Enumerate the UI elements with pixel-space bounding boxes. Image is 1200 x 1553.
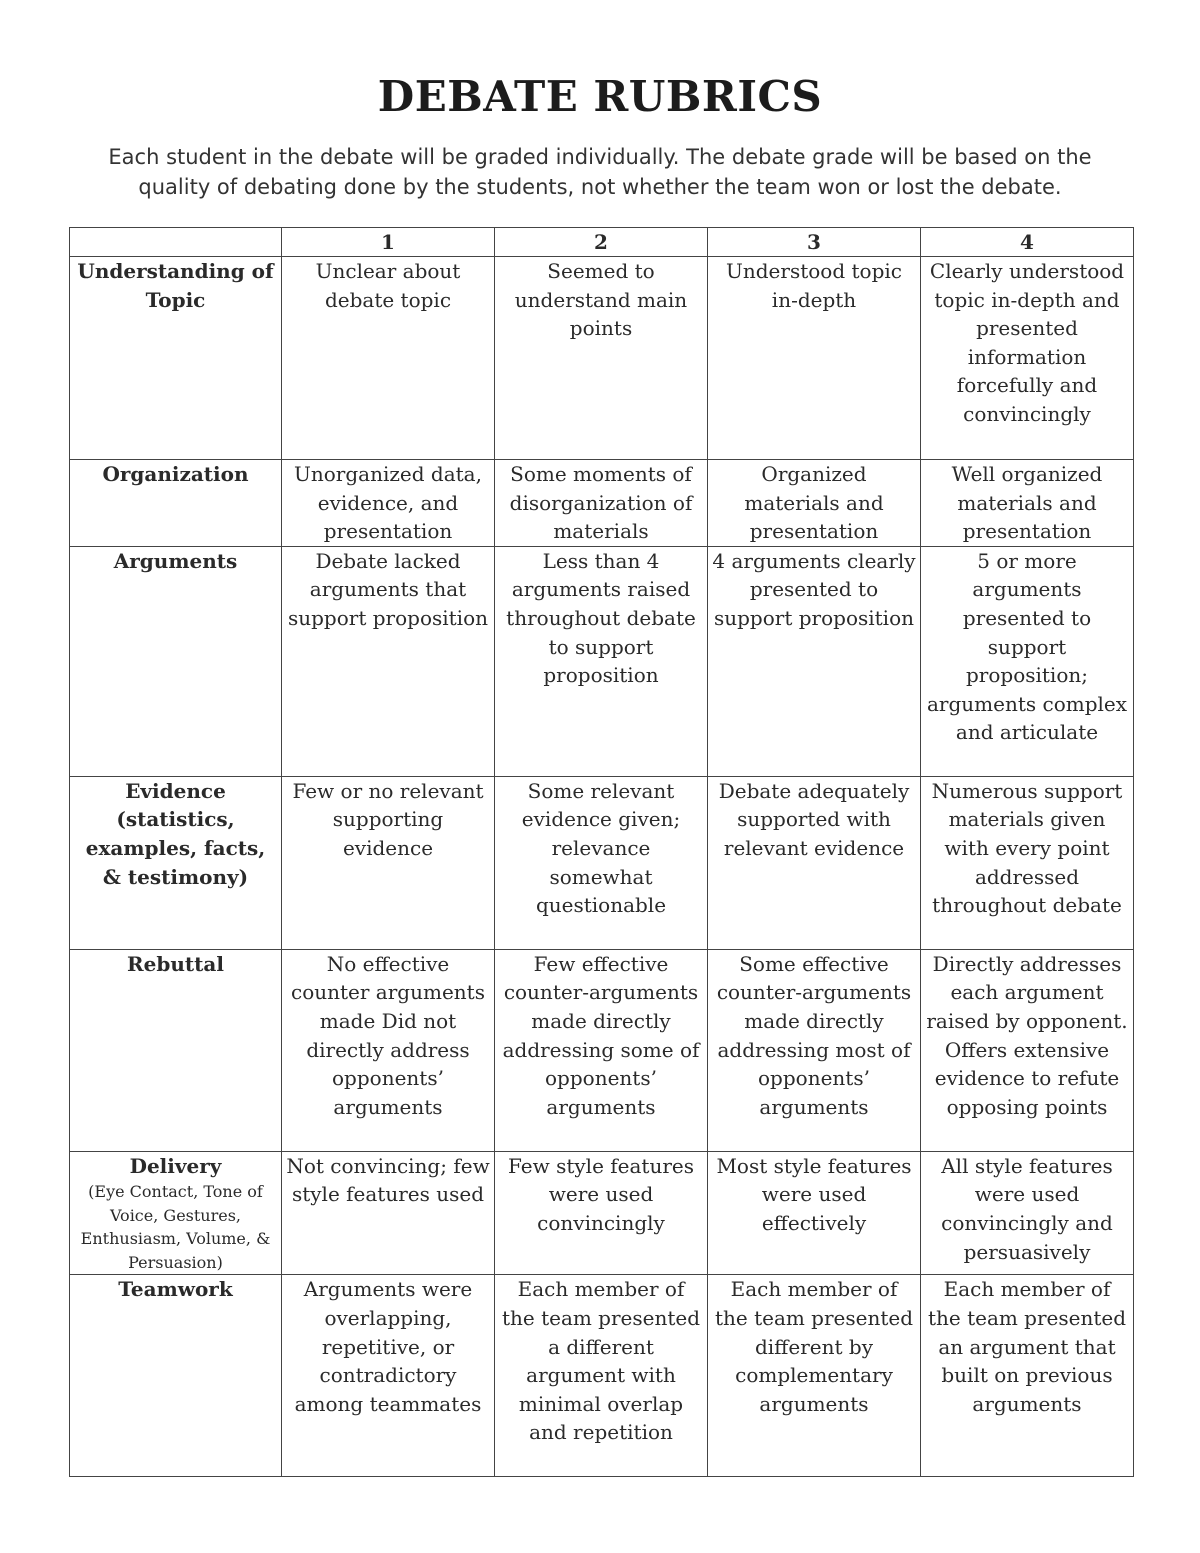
rubric-cell: Few or no relevant supporting evidence xyxy=(282,776,495,949)
header-cell-score-1: 1 xyxy=(282,228,495,257)
rubric-cell: Few effective counter-arguments made directly addressing some of opponents’ arguments xyxy=(495,949,708,1151)
criterion-cell xyxy=(70,1275,282,1477)
intro-paragraph: Each student in the debate will be graded individually. The debate grade will be based on the quality of debating done by the students, not whether the team won or lost the debate. xyxy=(108,145,1092,199)
rubric-cell: Organized materials and presentation xyxy=(708,460,921,547)
rubric-cell: Some moments of disorganization of materials xyxy=(495,460,708,547)
rubric-cell: Less than 4 arguments raised throughout debate to support proposition xyxy=(495,546,708,776)
rubric-cell: Debate lacked arguments that support proposition xyxy=(282,546,495,776)
criterion-label: Rebuttal xyxy=(127,951,224,976)
rubric-cell: Each member of the team presented an argument that built on previous arguments xyxy=(921,1275,1134,1477)
rubric-cell: Seemed to understand main points xyxy=(495,257,708,460)
row-delivery xyxy=(70,1151,1134,1275)
header-row xyxy=(70,228,1134,257)
criterion-label: Evidence (statistics, examples, facts, & testimony) xyxy=(85,778,266,889)
rubric-cell: 5 or more arguments presented to support proposition; arguments complex and articulate xyxy=(921,546,1134,776)
criterion-cell xyxy=(70,949,282,1151)
row-understanding-of-topic xyxy=(70,257,1134,460)
row-organization xyxy=(70,460,1134,547)
row-teamwork xyxy=(70,1275,1134,1477)
page-title: DEBATE RUBRICS xyxy=(377,72,823,121)
row-evidence xyxy=(70,776,1134,949)
criterion-cell xyxy=(70,776,282,949)
rubric-cell: Few style features were used convincingly xyxy=(495,1151,708,1275)
rubric-cell: Understood topic in-depth xyxy=(708,257,921,460)
criterion-sublabel: (Eye Contact, Tone of Voice, Gestures, Enthusiasm, Volume, & Persuasion) xyxy=(80,1182,271,1272)
criterion-label: Organization xyxy=(102,462,249,486)
criterion-cell xyxy=(70,257,282,460)
criterion-label: Arguments xyxy=(113,548,238,573)
rubric-cell: Some relevant evidence given; relevance somewhat questionable xyxy=(495,776,708,949)
rubric-cell: All style features were used convincingly and persuasively xyxy=(921,1151,1134,1275)
rubric-cell: Unorganized data, evidence, and presentation xyxy=(282,460,495,547)
rubric-table xyxy=(69,227,1134,1477)
rubric-cell: Not convincing; few style features used xyxy=(282,1151,495,1275)
rubric-cell: Each member of the team presented different by complementary arguments xyxy=(708,1275,921,1477)
header-cell-score-4: 4 xyxy=(921,228,1134,257)
header-cell-blank xyxy=(70,228,282,257)
rubric-cell: Directly addresses each argument raised by opponent. Offers extensive evidence to refute opposing points xyxy=(921,949,1134,1151)
rubric-cell: Arguments were overlapping, repetitive, or contradictory among teammates xyxy=(282,1275,495,1477)
rubric-cell: Each member of the team presented a different argument with minimal overlap and repetition xyxy=(495,1275,708,1477)
rubric-cell: Numerous support materials given with every point addressed throughout debate xyxy=(921,776,1134,949)
header-cell-score-2: 2 xyxy=(495,228,708,257)
row-rebuttal xyxy=(70,949,1134,1151)
row-arguments xyxy=(70,546,1134,776)
rubric-cell: Some effective counter-arguments made directly addressing most of opponents’ arguments xyxy=(708,949,921,1151)
header-cell-score-3: 3 xyxy=(708,228,921,257)
criterion-label: Delivery xyxy=(129,1153,222,1178)
criterion-cell xyxy=(70,1151,282,1275)
rubric-cell: 4 arguments clearly presented to support proposition xyxy=(708,546,921,776)
rubric-cell: Debate adequately supported with relevant evidence xyxy=(708,776,921,949)
rubric-cell: Clearly understood topic in-depth and presented information forcefully and convincingly xyxy=(921,257,1134,460)
rubric-cell: Most style features were used effectively xyxy=(708,1151,921,1275)
rubric-cell: Well organized materials and presentation xyxy=(921,460,1134,547)
criterion-label: Teamwork xyxy=(118,1277,233,1302)
criterion-cell xyxy=(70,546,282,776)
rubric-cell: No effective counter arguments made Did not directly address opponents’ arguments xyxy=(282,949,495,1151)
criterion-cell xyxy=(70,460,282,547)
rubric-cell: Unclear about debate topic xyxy=(282,257,495,460)
criterion-label: Understanding of Topic xyxy=(77,259,274,312)
